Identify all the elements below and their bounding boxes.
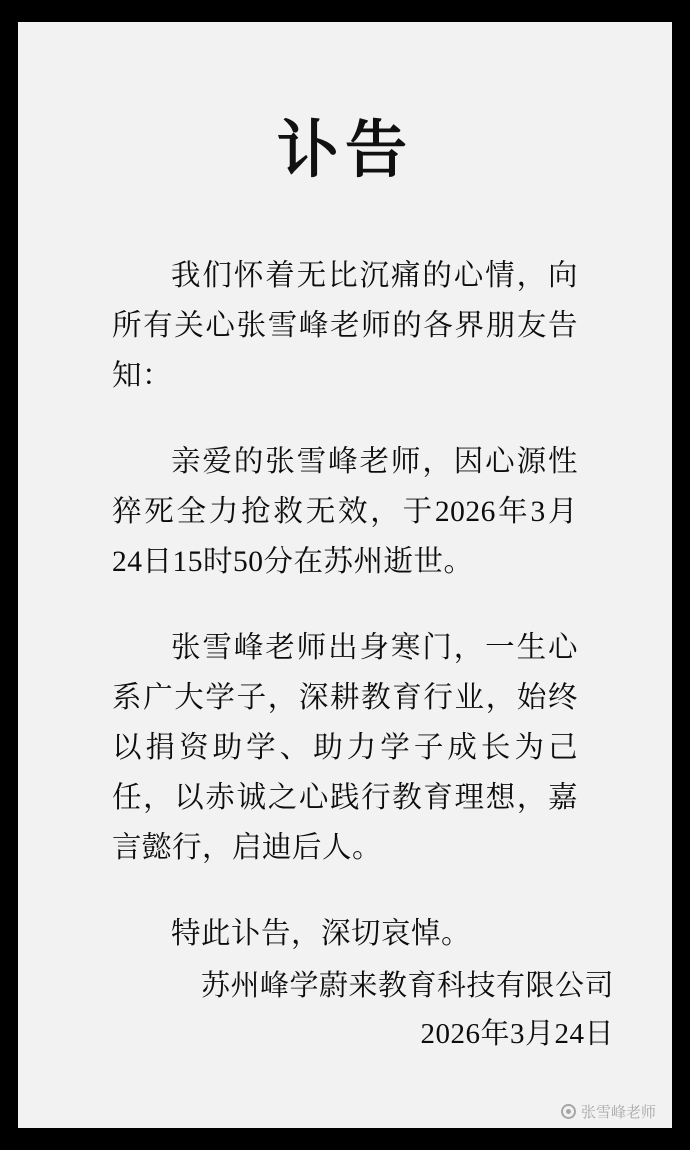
paragraph-3: 张雪峰老师出身寒门，一生心系广大学子，深耕教育行业，始终以捐资助学、助力学子成长为己任，以赤诚之心践行教育理想，嘉言懿行，启迪后人。 [112,632,578,864]
notice-sheet [18,22,672,1128]
signature-date: 2026年3月24日 [420,1018,614,1050]
paragraph-1: 我们怀着无比沉痛的心情，向所有关心张雪峰老师的各界朋友告知： [112,260,578,392]
watermark-label: 张雪峰老师 [580,1104,656,1121]
watermark [561,1101,656,1122]
paragraph-2: 亲爱的张雪峰老师，因心源性猝死全力抢救无效，于2026年3月24日15时50分在苏州逝世。 [112,446,578,578]
paragraph-4: 特此讣告，深切哀悼。 [171,918,472,950]
notice-body [112,189,578,959]
weibo-eye-icon [561,1104,576,1119]
page-title: 讣告 [276,116,413,185]
signature-block [174,962,614,1058]
signature-company: 苏州峰学蔚来教育科技有限公司 [200,970,614,1002]
